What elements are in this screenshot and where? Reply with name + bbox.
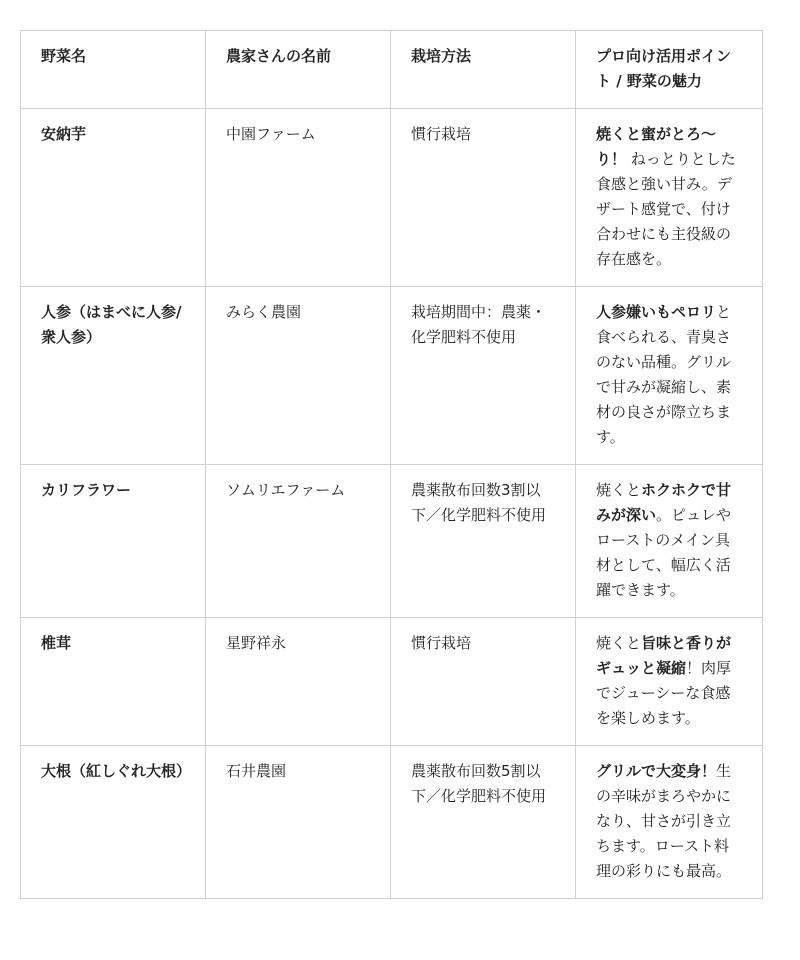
cell-appeal [576,746,763,899]
cell-vegetable: 椎茸 [21,618,206,746]
cell-method: 慣行栽培 [391,109,576,287]
cell-method: 農薬散布回数5割以下／化学肥料不使用 [391,746,576,899]
cell-farmer: みらく農園 [206,287,391,465]
cell-vegetable: カリフラワー [21,465,206,618]
vegetable-table [20,30,763,899]
cell-method: 慣行栽培 [391,618,576,746]
cell-vegetable: 安納芋 [21,109,206,287]
appeal-highlight: 焼くと蜜がとろ〜り！ [596,125,717,168]
table-row [21,746,763,899]
header-farmer-name: 農家さんの名前 [206,31,391,109]
header-cultivation-method: 栽培方法 [391,31,576,109]
cell-method: 農薬散布回数3割以下／化学肥料不使用 [391,465,576,618]
cell-vegetable: 大根（紅しぐれ大根） [21,746,206,899]
cell-appeal [576,287,763,465]
appeal-prefix: 焼くと [596,481,642,499]
header-pro-points: プロ向け活用ポイント / 野菜の魅力 [576,31,763,109]
appeal-text: ねっとりとした食感と強い甘み。デザート感覚で、付け合わせにも主役級の存在感を。 [596,150,736,268]
appeal-text: と食べられる、青臭さのない品種。グリルで甘みが凝縮し、素材の良さが際立ちます。 [596,303,732,446]
appeal-highlight: ホクホクで甘みが深い [596,481,732,524]
cell-farmer: 石井農園 [206,746,391,899]
cell-farmer: 星野祥永 [206,618,391,746]
appeal-text: 生の辛味がまろやかになり、甘さが引き立ちます。ロースト料理の彩りにも最高。 [596,762,732,880]
appeal-highlight: 旨味と香りがギュッと凝縮 [596,634,732,677]
table-row [21,109,763,287]
cell-method: 栽培期間中：農薬・化学肥料不使用 [391,287,576,465]
appeal-prefix: 焼くと [596,634,642,652]
appeal-highlight: グリルで大変身！ [596,762,717,780]
appeal-text: 。ピュレやローストのメイン具材として、幅広く活躍できます。 [596,506,732,599]
cell-vegetable: 人参（はまべに人参/衆人参） [21,287,206,465]
header-vegetable-name: 野菜名 [21,31,206,109]
cell-appeal [576,618,763,746]
cell-appeal [576,109,763,287]
table-row [21,465,763,618]
appeal-text: ！肉厚でジューシーな食感を楽しめます。 [596,659,732,727]
table-row [21,287,763,465]
cell-farmer: ソムリエファーム [206,465,391,618]
table-row [21,618,763,746]
cell-farmer: 中園ファーム [206,109,391,287]
cell-appeal [576,465,763,618]
appeal-highlight: 人参嫌いもペロリ [596,303,717,321]
table-header-row [21,31,763,109]
